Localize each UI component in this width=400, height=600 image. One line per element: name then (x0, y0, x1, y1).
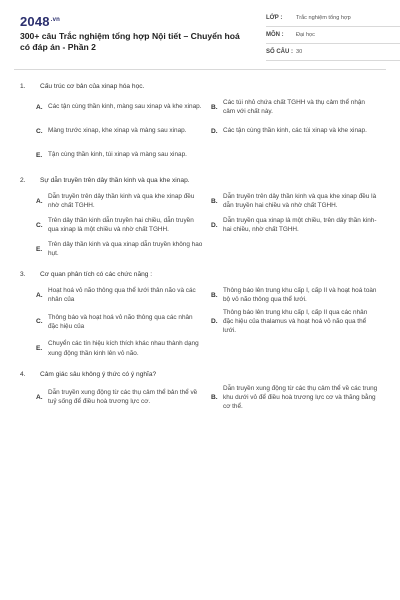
question-2 (14, 176, 386, 262)
option-text: Trên dây thần kinh và qua xinap dẫn truyền không hao hụt. (48, 240, 203, 257)
meta-row-count (266, 44, 400, 61)
question-list (14, 70, 386, 413)
question-header (14, 370, 386, 379)
meta-key: LỚP : (266, 15, 283, 21)
option-b[interactable] (211, 190, 386, 212)
question-text: Cơ quan phân tích có các chức năng : (40, 271, 153, 278)
option-b[interactable] (211, 284, 386, 306)
option-letter: E. (36, 245, 43, 253)
option-d[interactable] (211, 308, 386, 336)
option-text: Dẫn truyền qua xinap là một chiều, trên dây thần kinh-hai chiều, nhờ chất TGHH. (223, 216, 377, 233)
option-list (14, 96, 386, 168)
option-text: Các tận cùng thần kinh, các túi xinap và khe xinap. (223, 127, 367, 135)
option-letter: B. (211, 291, 218, 299)
meta-row-subject (266, 27, 400, 44)
option-text: Chuyển các tín hiệu kích thích khác nhau thành dạng xung động thần kinh lên vỏ não. (48, 340, 199, 357)
option-e[interactable] (36, 144, 211, 166)
option-text: Các tận cùng thần kinh, màng sau xinap và khe xinap. (48, 103, 202, 111)
meta-value: Đại học (296, 32, 315, 38)
option-a[interactable] (36, 190, 211, 212)
option-text: Các túi nhỏ chứa chất TGHH và thụ cảm thể nhận cảm với chất này. (223, 98, 365, 115)
meta-value: Trắc nghiệm tổng hợp (296, 15, 351, 21)
option-c[interactable] (36, 214, 211, 236)
meta-row-class (266, 10, 400, 27)
option-text: Thông báo lên trung khu cấp I, cấp II qua các nhân đặc hiệu của thalamus và hoạt hoá vỏ não qua thể lưới. (223, 309, 368, 335)
question-4 (14, 370, 386, 414)
option-c[interactable] (36, 120, 211, 142)
option-letter: A. (36, 197, 43, 205)
option-letter: D. (211, 221, 218, 229)
question-number: 2. (20, 177, 26, 184)
option-letter: C. (36, 127, 43, 135)
option-c[interactable] (36, 308, 211, 336)
question-text: Cấu trúc cơ bản của xinap hóa học. (40, 83, 145, 90)
option-letter: B. (211, 393, 218, 401)
question-header (14, 176, 386, 185)
option-text: Dẫn truyền trên dây thần kinh và qua khe xinap đều nhờ chất TGHH. (48, 192, 195, 209)
option-letter: A. (36, 103, 43, 111)
option-a[interactable] (36, 284, 211, 306)
option-letter: A. (36, 393, 43, 401)
option-a[interactable] (36, 96, 211, 118)
meta-key: MÔN : (266, 32, 284, 38)
question-header (14, 270, 386, 279)
option-text: Thông báo lên trung khu cấp I, cấp II và hoạt hoá toàn bộ vỏ não thông qua thể lưới. (223, 286, 377, 303)
option-a[interactable] (36, 384, 211, 412)
question-text: Cảm giác sâu không ý thức có ý nghĩa? (40, 370, 157, 378)
option-text: Dẫn truyền trên dây thần kinh và qua khe xinap đều là dẫn truyền hai chiều và nhờ chất TGHH. (223, 192, 377, 209)
option-d[interactable] (211, 214, 386, 236)
question-1 (14, 82, 386, 168)
option-letter: D. (211, 318, 218, 326)
page-header (14, 0, 386, 70)
logo-suffix: .vn (50, 16, 61, 23)
option-text: Dẫn truyền xung động từ các thụ cảm thể bản thể về tuỷ sống để điều hoà trương lực cơ. (48, 389, 198, 406)
option-list (14, 384, 386, 414)
question-number: 4. (20, 370, 26, 378)
option-letter: B. (211, 103, 218, 111)
document-title: 300+ câu Trắc nghiệm tổng hợp Nội tiết – Chuyển hoá có đáp án - Phần 2 (20, 31, 240, 52)
option-text: Thông báo và hoạt hoá vỏ não thông qua các nhân đặc hiệu của (48, 313, 193, 330)
option-letter: C. (36, 221, 43, 229)
site-logo[interactable] (20, 14, 60, 29)
question-text: Sự dẫn truyền trên dây thần kinh và qua khe xinap. (40, 177, 190, 184)
option-text: Trên dây thần kinh dẫn truyền hai chiều, dẫn truyền qua xinap là một chiều và nhờ chất TGHH. (48, 216, 194, 233)
option-list (14, 190, 386, 262)
option-letter: A. (36, 291, 43, 299)
meta-table (266, 10, 400, 61)
question-3 (14, 270, 386, 362)
option-e[interactable] (36, 238, 211, 260)
meta-key: SỐ CÂU : (266, 49, 293, 55)
option-text: Tận cùng thần kinh, túi xinap và màng sau xinap. (48, 151, 187, 159)
option-b[interactable] (211, 96, 386, 118)
question-number: 3. (20, 271, 26, 278)
question-number: 1. (20, 83, 26, 90)
option-letter: E. (36, 151, 43, 159)
option-e[interactable] (36, 338, 211, 360)
option-text: Màng trước xinap, khe xinap và màng sau xinap. (48, 127, 187, 135)
option-text: Hoạt hoá vỏ não thông qua thể lưới thân não và các nhân của (48, 286, 196, 303)
option-text: Dẫn truyền xung động từ các thụ cảm thể về các trung khu dưới vỏ để điều hoà trương lực cơ và thăng bằng cơ thể. (223, 384, 378, 411)
option-d[interactable] (211, 120, 386, 142)
option-letter: D. (211, 127, 218, 135)
logo-main: 2048 (20, 14, 50, 29)
option-list (14, 284, 386, 362)
meta-value: 30 (296, 49, 303, 55)
option-b[interactable] (211, 384, 386, 412)
question-header (14, 82, 386, 91)
option-letter: E. (36, 345, 43, 353)
option-letter: C. (36, 318, 43, 326)
option-letter: B. (211, 197, 218, 205)
